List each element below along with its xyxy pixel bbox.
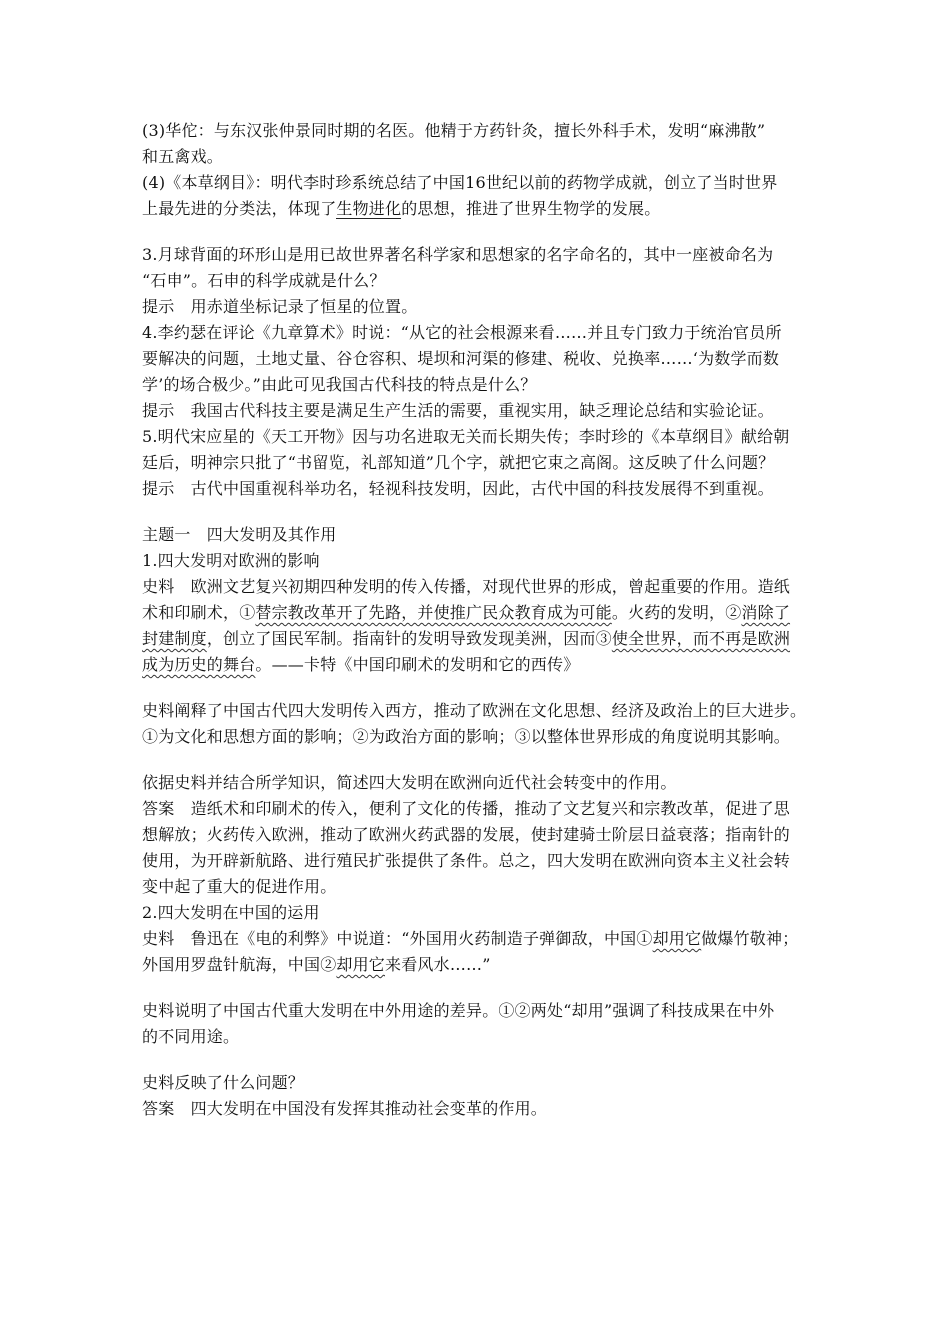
text-segment: 上最先进的分类法，体现了 bbox=[142, 199, 337, 218]
wavy-underlined-phrase: 封建制度 bbox=[142, 629, 207, 648]
text-line bbox=[142, 952, 814, 978]
wavy-underlined-phrase: 使全世界，而不再是欧洲 bbox=[611, 629, 791, 648]
hint-line: 提示 用赤道坐标记录了恒星的位置。 bbox=[142, 297, 418, 316]
text-line bbox=[142, 652, 814, 678]
text-segment: 做爆竹敬神； bbox=[701, 929, 799, 948]
answer-line: 使用，为开辟新航路、进行殖民扩张提供了条件。总之，四大发明在欧洲向资本主义社会转 bbox=[142, 851, 791, 870]
text-line: 学’的场合极少。”由此可见我国古代科技的特点是什么？ bbox=[142, 375, 537, 394]
text-segment: 外国用罗盘针航海，中国② bbox=[142, 955, 337, 974]
wavy-underlined-phrase: 替宗教改革开了先路，并使推广民众教育成为可能 bbox=[255, 603, 612, 622]
subheading: 1.四大发明对欧洲的影响 bbox=[142, 551, 320, 570]
text-segment: 来看风水……” bbox=[385, 955, 491, 974]
underlined-phrase: 生物进化 bbox=[336, 199, 402, 218]
text-line: 5.明代宋应星的《天工开物》因与功名进取无关而长期失传；李时珍的《本草纲目》献给朝 bbox=[142, 427, 790, 446]
text-line: 史料阐释了中国古代四大发明传入西方，推动了欧洲在文化思想、经济及政治上的巨大进步。 bbox=[142, 701, 807, 720]
text-line: (3)华佗：与东汉张仲景同时期的名医。他精于方药针灸，擅长外科手术，发明“麻沸散” bbox=[142, 121, 766, 140]
text-line: 3.月球背面的环形山是用已故世界著名科学家和思想家的名字命名的，其中一座被命名为 bbox=[142, 245, 774, 264]
text-line bbox=[142, 600, 814, 626]
text-line bbox=[142, 626, 814, 652]
text-line bbox=[142, 170, 814, 196]
text-line: 廷后，明神宗只批了“书留览，礼部知道”几个字，就把它束之高阁。这反映了什么问题？ bbox=[142, 453, 775, 472]
subheading: 2.四大发明在中国的运用 bbox=[142, 903, 320, 922]
text-segment: 。火药的发明，② bbox=[611, 603, 742, 622]
topic-title: 主题一 四大发明及其作用 bbox=[142, 525, 337, 544]
question-line: 依据史料并结合所学知识，简述四大发明在欧洲向近代社会转变中的作用。 bbox=[142, 773, 677, 792]
document-body bbox=[142, 118, 814, 1122]
wavy-underlined-phrase: 消除了 bbox=[741, 603, 791, 622]
text-segment: ，创立了国民军制。指南针的发明导致发现美洲，因而③ bbox=[206, 629, 612, 648]
text-line: 的不同用途。 bbox=[142, 1027, 240, 1046]
text-line: 和五禽戏。 bbox=[142, 147, 224, 166]
section-famous-physicians bbox=[142, 118, 814, 222]
text-line: 要解决的问题，土地丈量、谷仓容积、堤坝和河渠的修建、税收、兑换率……‘为数学而数 bbox=[142, 349, 780, 368]
text-segment: 术和印刷术，① bbox=[142, 603, 256, 622]
hint-line: 提示 我国古代科技主要是满足生产生活的需要，重视实用，缺乏理论总结和实验论证。 bbox=[142, 401, 774, 420]
answer-line: 答案 造纸术和印刷术的传入，便利了文化的传播，推动了文艺复兴和宗教改革，促进了思 bbox=[142, 799, 791, 818]
wavy-underlined-phrase: 却用它 bbox=[652, 929, 702, 948]
question-3 bbox=[142, 242, 814, 320]
answer-line: 变中起了重大的促进作用。 bbox=[142, 877, 337, 896]
text-segment: (4)《本草纲目》：明代李时珍系统总结了中国16世纪以前的药物学成就，创立了当时世界 bbox=[142, 173, 778, 192]
answer-line: 想解放；火药传入欧洲，推动了欧洲火药武器的发展，使封建骑士阶层日益衰落；指南针的 bbox=[142, 825, 791, 844]
text-line: 4.李约瑟在评论《九章算术》时说：“从它的社会根源来看……并且专门致力于统治官员所 bbox=[142, 323, 782, 342]
text-line bbox=[142, 196, 814, 222]
text-line: ①为文化和思想方面的影响；②为政治方面的影响；③以整体世界形成的角度说明其影响。 bbox=[142, 727, 791, 746]
answer-line: 答案 四大发明在中国没有发挥其推动社会变革的作用。 bbox=[142, 1099, 548, 1118]
text-segment: 史料 鲁迅在《电的利弊》中说道：“外国用火药制造子弹御敌，中国① bbox=[142, 929, 653, 948]
topic-one bbox=[142, 522, 814, 1122]
text-line: 史料 欧洲文艺复兴初期四种发明的传入传播，对现代世界的形成，曾起重要的作用。造纸 bbox=[142, 577, 791, 596]
hint-line: 提示 古代中国重视科举功名，轻视科技发明，因此，古代中国的科技发展得不到重视。 bbox=[142, 479, 774, 498]
text-line bbox=[142, 926, 814, 952]
text-line: “石申”。石申的科学成就是什么？ bbox=[142, 271, 386, 290]
question-4 bbox=[142, 320, 814, 424]
wavy-underlined-phrase: 成为历史的舞台 bbox=[142, 655, 256, 674]
text-line: 史料说明了中国古代重大发明在中外用途的差异。①②两处“却用”强调了科技成果在中外 bbox=[142, 1001, 775, 1020]
question-5 bbox=[142, 424, 814, 502]
text-segment: 。——卡特《中国印刷术的发明和它的西传》 bbox=[255, 655, 580, 674]
wavy-underlined-phrase: 却用它 bbox=[336, 955, 386, 974]
question-line: 史料反映了什么问题？ bbox=[142, 1073, 305, 1092]
text-segment: 的思想，推进了世界生物学的发展。 bbox=[401, 199, 661, 218]
